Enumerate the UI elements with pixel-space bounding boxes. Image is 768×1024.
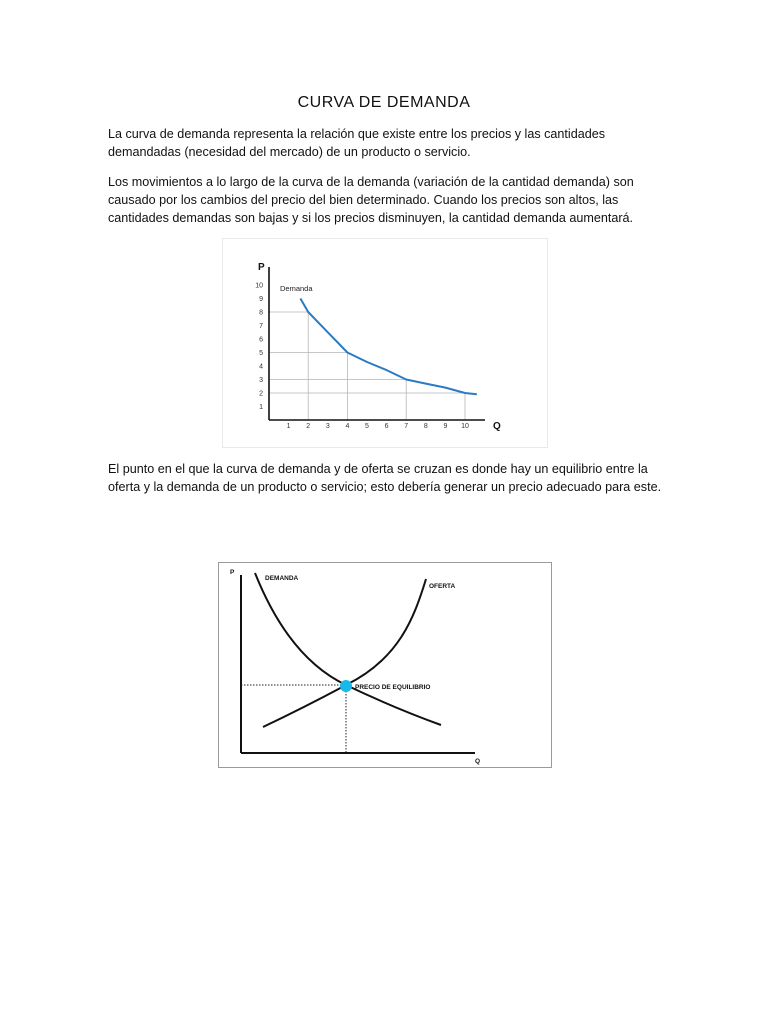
x-tick-label-1: 2 (306, 423, 311, 430)
demand-curve-line (255, 573, 441, 725)
x-axis-label: Q (475, 758, 481, 765)
y-tick-label-0: 1 (259, 404, 263, 411)
x-tick-label-2: 3 (325, 423, 330, 430)
x-tick-label-0: 1 (286, 423, 291, 430)
x-tick-label-5: 6 (384, 423, 389, 430)
supply-curve-line (263, 579, 426, 727)
y-tick-label-9: 10 (255, 282, 263, 290)
series-label-oferta: OFERTA (429, 583, 456, 590)
y-tick-label-5: 6 (259, 336, 263, 344)
series-label-demanda: Demanda (280, 284, 313, 293)
x-tick-label-4: 5 (365, 423, 369, 430)
x-tick-label-8: 9 (443, 423, 448, 430)
x-tick-label-9: 10 (461, 423, 469, 430)
y-tick-label-4: 5 (259, 350, 263, 357)
y-tick-label-6: 7 (259, 323, 263, 330)
x-axis-label: Q (493, 421, 501, 432)
series-label-demanda: DEMANDA (265, 575, 299, 582)
y-tick-label-7: 8 (259, 309, 263, 317)
demand-curve-figure (222, 238, 548, 448)
paragraph-movements: Los movimientos a lo largo de la curva de la demanda (variación de la cantidad demanda) son causado por los cambios del precio del bien determinado. Cuando los precios son altos, las cantidades demandas son bajas y si los precios disminuyen, la cantidad demanda aumentará. (108, 175, 634, 225)
supply-demand-chart (219, 563, 551, 767)
y-tick-label-3: 4 (259, 363, 263, 371)
x-tick-label-3: 4 (345, 423, 350, 430)
supply-demand-figure (218, 562, 552, 768)
y-axis-label: P (230, 569, 235, 576)
paragraph-equilibrium: El punto en el que la curva de demanda y de oferta se cruzan es donde hay un equilibrio entre la oferta y la demanda de un producto o servicio; esto debería generar un precio adecuado para este. (108, 462, 662, 494)
y-tick-label-8: 9 (259, 296, 263, 303)
page-title: CURVA DE DEMANDA (297, 94, 471, 111)
x-tick-label-7: 8 (423, 423, 428, 430)
paragraph-definition: La curva de demanda representa la relación que existe entre los precios y las cantidades demandadas (necesidad del mercado) de un producto o servicio. (108, 127, 606, 159)
equilibrium-point-marker (340, 680, 352, 692)
x-tick-label-6: 7 (404, 423, 409, 430)
y-tick-label-1: 2 (259, 390, 263, 398)
y-tick-label-2: 3 (259, 377, 263, 384)
demand-curve-line (300, 299, 476, 395)
demand-curve-chart (223, 239, 547, 447)
equilibrium-label: PRECIO DE EQUILIBRIO (355, 684, 431, 691)
y-axis-label: P (258, 262, 265, 273)
